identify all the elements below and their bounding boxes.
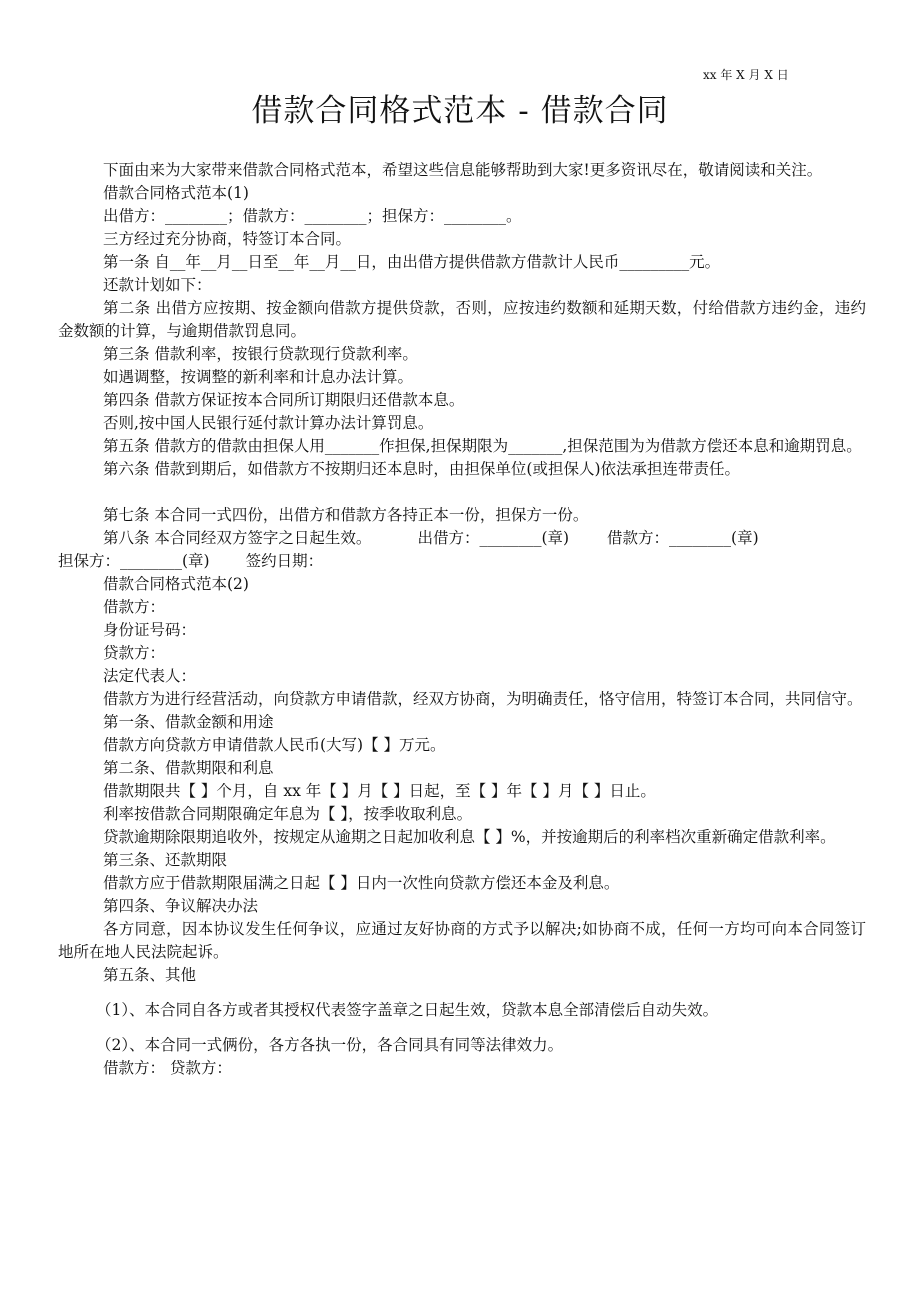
sample2-heading: 借款合同格式范本(2) xyxy=(103,575,249,593)
article-5: 第五条 借款方的借款由担保人用_______作担保,担保期限为_______,担保范围为为借款方偿还本息和逾期罚息。 xyxy=(103,437,862,455)
s2-article-2-overdue: 贷款逾期除限期追收外，按规定从逾期之日起加收利息【 】%，并按逾期后的利率档次重新确定借款利率。 xyxy=(103,828,836,846)
sample2-lender: 贷款方： xyxy=(103,644,166,662)
sample1-heading: 借款合同格式范本(1) xyxy=(103,184,249,202)
article-8: 第八条 本合同经双方签字之日起生效。 xyxy=(103,529,372,547)
sign-guarantor: 担保方：________(章) xyxy=(58,552,210,570)
sign-date: 签约日期： xyxy=(245,552,324,570)
article-7: 第七条 本合同一式四份，出借方和借款方各持正本一份，担保方一份。 xyxy=(103,506,589,524)
s2-article-1-text: 借款方向贷款方申请借款人民币(大写)【 】万元。 xyxy=(103,736,446,754)
document-body xyxy=(58,159,866,1080)
sample1-agreement: 三方经过充分协商，特签订本合同。 xyxy=(103,230,352,248)
sample2-legal-rep: 法定代表人： xyxy=(103,667,197,685)
s2-article-4-text: 各方同意，因本协议发生任何争议，应通过友好协商的方式予以解决;如协商不成，任何一方均可向本合同签订地所在地人民法院起诉。 xyxy=(58,920,866,961)
s2-article-2-term: 借款期限共【 】个月，自 xx 年【 】月【 】日起，至【 】年【 】月【 】日止。 xyxy=(103,782,656,800)
s2-article-3-title: 第三条、还款期限 xyxy=(103,851,228,869)
sign-lender: 出借方：________(章) xyxy=(417,529,570,547)
s2-article-3-text: 借款方应于借款期限届满之日起【 】日内一次性向贷款方偿还本金及利息。 xyxy=(103,874,620,892)
s2-signatures: 借款方： 贷款方： xyxy=(103,1059,232,1077)
document-title: 借款合同格式范本 - 借款合同 xyxy=(251,93,669,129)
article-4: 第四条 借款方保证按本合同所订期限归还借款本息。 xyxy=(103,391,465,409)
article-3: 第三条 借款利率，按银行贷款现行贷款利率。 xyxy=(103,345,418,363)
repayment-plan: 还款计划如下： xyxy=(103,276,212,294)
s2-article-5-item-1: （1）、本合同自各方或者其授权代表签字盖章之日起生效，贷款本息全部清偿后自动失效。 xyxy=(96,1001,719,1019)
article-1: 第一条 自__年__月__日至__年__月__日，由出借方提供借款方借款计人民币_________元。 xyxy=(103,253,721,271)
sample2-id-number: 身份证号码： xyxy=(103,621,197,639)
s2-article-5-item-2: （2）、本合同一式俩份，各方各执一份，各合同具有同等法律效力。 xyxy=(96,1036,564,1054)
s2-article-2-rate: 利率按借款合同期限确定年息为【 】，按季收取利息。 xyxy=(103,805,473,823)
sample2-borrower: 借款方： xyxy=(103,598,166,616)
article-6: 第六条 借款到期后，如借款方不按期归还本息时，由担保单位(或担保人)依法承担连带责任。 xyxy=(103,460,741,478)
article-4-note: 否则,按中国人民银行延付款计算办法计算罚息。 xyxy=(103,414,434,432)
article-8-line xyxy=(58,527,866,550)
article-3-note: 如遇调整，按调整的新利率和计息办法计算。 xyxy=(103,368,414,386)
s2-article-4-title: 第四条、争议解决办法 xyxy=(103,897,259,915)
sample2-preamble: 借款方为进行经营活动，向贷款方申请借款，经双方协商，为明确责任，恪守信用，特签订本合同，共同信守。 xyxy=(103,690,863,708)
sample1-parties: 出借方：________；借款方：________；担保方：________。 xyxy=(103,207,522,225)
s2-article-5-title: 第五条、其他 xyxy=(103,966,197,984)
document-date: xx 年 X 月 X 日 xyxy=(703,68,789,82)
sign-borrower: 借款方：________(章) xyxy=(607,529,759,547)
guarantor-line xyxy=(58,550,866,573)
s2-article-2-title: 第二条、借款期限和利息 xyxy=(103,759,274,777)
intro-paragraph: 下面由来为大家带来借款合同格式范本，希望这些信息能够帮助到大家!更多资讯尽在，敬请阅读和关注。 xyxy=(103,161,823,179)
article-2: 第二条 出借方应按期、按金额向借款方提供贷款，否则，应按违约数额和延期天数，付给借款方违约金，违约金数额的计算，与逾期借款罚息同。 xyxy=(58,299,866,340)
s2-article-1-title: 第一条、借款金额和用途 xyxy=(103,713,274,731)
